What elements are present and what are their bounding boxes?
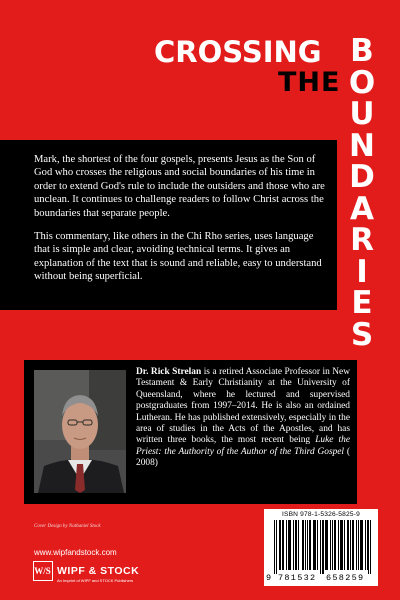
barcode-bar xyxy=(280,520,281,570)
barcode-bar xyxy=(344,520,345,570)
cover-design-credit: Cover Design by Nathaniel Stock xyxy=(34,524,101,529)
barcode-bar xyxy=(330,520,331,570)
barcode-digits-left: 781532 xyxy=(278,573,317,583)
barcode-bar xyxy=(334,520,335,570)
barcode-bar xyxy=(368,520,369,574)
publisher-imprint: An Imprint of WIPF and STOCK Publishers xyxy=(57,578,134,583)
barcode-digit-lead: 9 xyxy=(266,573,272,583)
barcode-bar xyxy=(320,520,321,574)
barcode-bar xyxy=(293,520,294,570)
barcode-bar xyxy=(353,520,354,570)
barcode-bar xyxy=(276,520,277,574)
barcode-bar xyxy=(314,520,315,570)
barcode-bars xyxy=(264,520,378,574)
barcode-bar xyxy=(356,520,357,570)
publisher-logo-text: W/S xyxy=(34,566,51,576)
barcode-bar xyxy=(327,520,328,570)
barcode-bar xyxy=(323,520,324,574)
barcode-bar xyxy=(290,520,291,570)
barcode-bar xyxy=(305,520,306,570)
blurb-paragraph-1: Mark, the shortest of the four gospels, presents Jesus as the Son of God who crosses the religious and social boundaries of his time in order to extend God's rule to include the outsiders and those who are unclean. It continues to challenge readers to follow Christ across the boundaries that separate people. xyxy=(34,154,325,219)
publisher-logo-glyph xyxy=(34,562,51,579)
title-letter: S xyxy=(350,316,374,353)
barcode-bar xyxy=(362,520,363,570)
barcode-bar xyxy=(289,520,290,570)
title-letter: B xyxy=(350,33,374,69)
publisher-name: WIPF & STOCK xyxy=(57,565,140,577)
author-book-title: Luke the Priest: the Authority of the Author of the Third Gospel xyxy=(136,435,350,457)
barcode-bar xyxy=(315,520,316,570)
title-letter: E xyxy=(351,285,373,321)
isbn-barcode xyxy=(264,509,378,586)
barcode-bar xyxy=(347,520,348,570)
barcode-bar xyxy=(358,520,359,570)
barcode-bar xyxy=(342,520,343,570)
publisher-website: www.wipfandstock.com xyxy=(34,548,117,557)
barcode-bar xyxy=(302,520,303,570)
barcode-bar xyxy=(341,520,342,570)
barcode-bar xyxy=(317,520,318,570)
title-letter: R xyxy=(350,222,374,258)
barcode-bar xyxy=(298,520,299,570)
author-bio-body: is a retired Associate Professor in New Testament & Early Christianity at the University of Queensland, where he lectured and supervised postgraduates from 1997–2014. He is also an ordained Lutheran. He has published extensively, especially in the area of studies in the Acts of the Apostles, and has written three books, the most recent being xyxy=(136,367,350,446)
barcode-bar xyxy=(309,520,310,570)
barcode-bar xyxy=(361,520,362,570)
barcode-bar xyxy=(325,520,326,570)
barcode-bar xyxy=(303,520,304,570)
barcode-bar xyxy=(326,520,327,570)
barcode-bar xyxy=(338,520,339,570)
barcode-bar xyxy=(322,520,323,574)
barcode-bar xyxy=(310,520,311,570)
barcode-bar xyxy=(352,520,353,570)
barcode-bar xyxy=(296,520,297,570)
barcode-bar xyxy=(295,520,296,570)
isbn-label: ISBN 978-1-5326-5825-9 xyxy=(281,511,361,518)
author-name: Dr. Rick Strelan xyxy=(136,367,202,377)
barcode-bar xyxy=(367,520,368,570)
barcode-bar xyxy=(360,520,361,570)
title-crossing: CROSSING xyxy=(154,35,322,69)
barcode-bar xyxy=(313,520,314,570)
barcode-bar xyxy=(332,520,333,570)
author-portrait-image xyxy=(34,370,126,493)
barcode-bar xyxy=(340,520,341,570)
barcode-bar xyxy=(279,520,280,570)
title-the: THE xyxy=(278,67,341,98)
title-boundaries-vertical xyxy=(342,33,382,353)
author-book-year: ( 2008) xyxy=(136,446,350,469)
barcode-bar xyxy=(274,520,275,574)
barcode-digits-right: 658259 xyxy=(326,573,365,583)
barcode-bar xyxy=(286,520,287,570)
title-letter: N xyxy=(349,127,375,164)
title-letter: D xyxy=(349,159,375,195)
barcode-bar xyxy=(335,520,336,570)
author-bio-panel xyxy=(24,360,357,504)
title-letter: A xyxy=(350,190,374,227)
publisher-logo-icon xyxy=(33,561,53,581)
title-letter: U xyxy=(349,96,375,132)
barcode-bar xyxy=(348,520,349,570)
barcode-bar xyxy=(283,520,284,570)
barcode-bar xyxy=(365,520,366,570)
blurb-panel xyxy=(0,140,337,310)
barcode-bar xyxy=(370,520,371,574)
barcode-bar xyxy=(288,520,289,570)
author-bio-text xyxy=(136,367,350,470)
author-photo xyxy=(34,370,126,493)
barcode-bar xyxy=(307,520,308,570)
title-letter: O xyxy=(348,64,376,101)
title-letter: I xyxy=(356,253,368,290)
blurb-paragraph-2: This commentary, like others in the Chi Rho series, uses language that is simple and clear, avoiding technical terms. It gives an explanation of the text that is sound and reliable, easy to understand without being superficial. xyxy=(34,231,322,283)
barcode-bar xyxy=(350,520,351,570)
barcode-bar xyxy=(282,520,283,570)
